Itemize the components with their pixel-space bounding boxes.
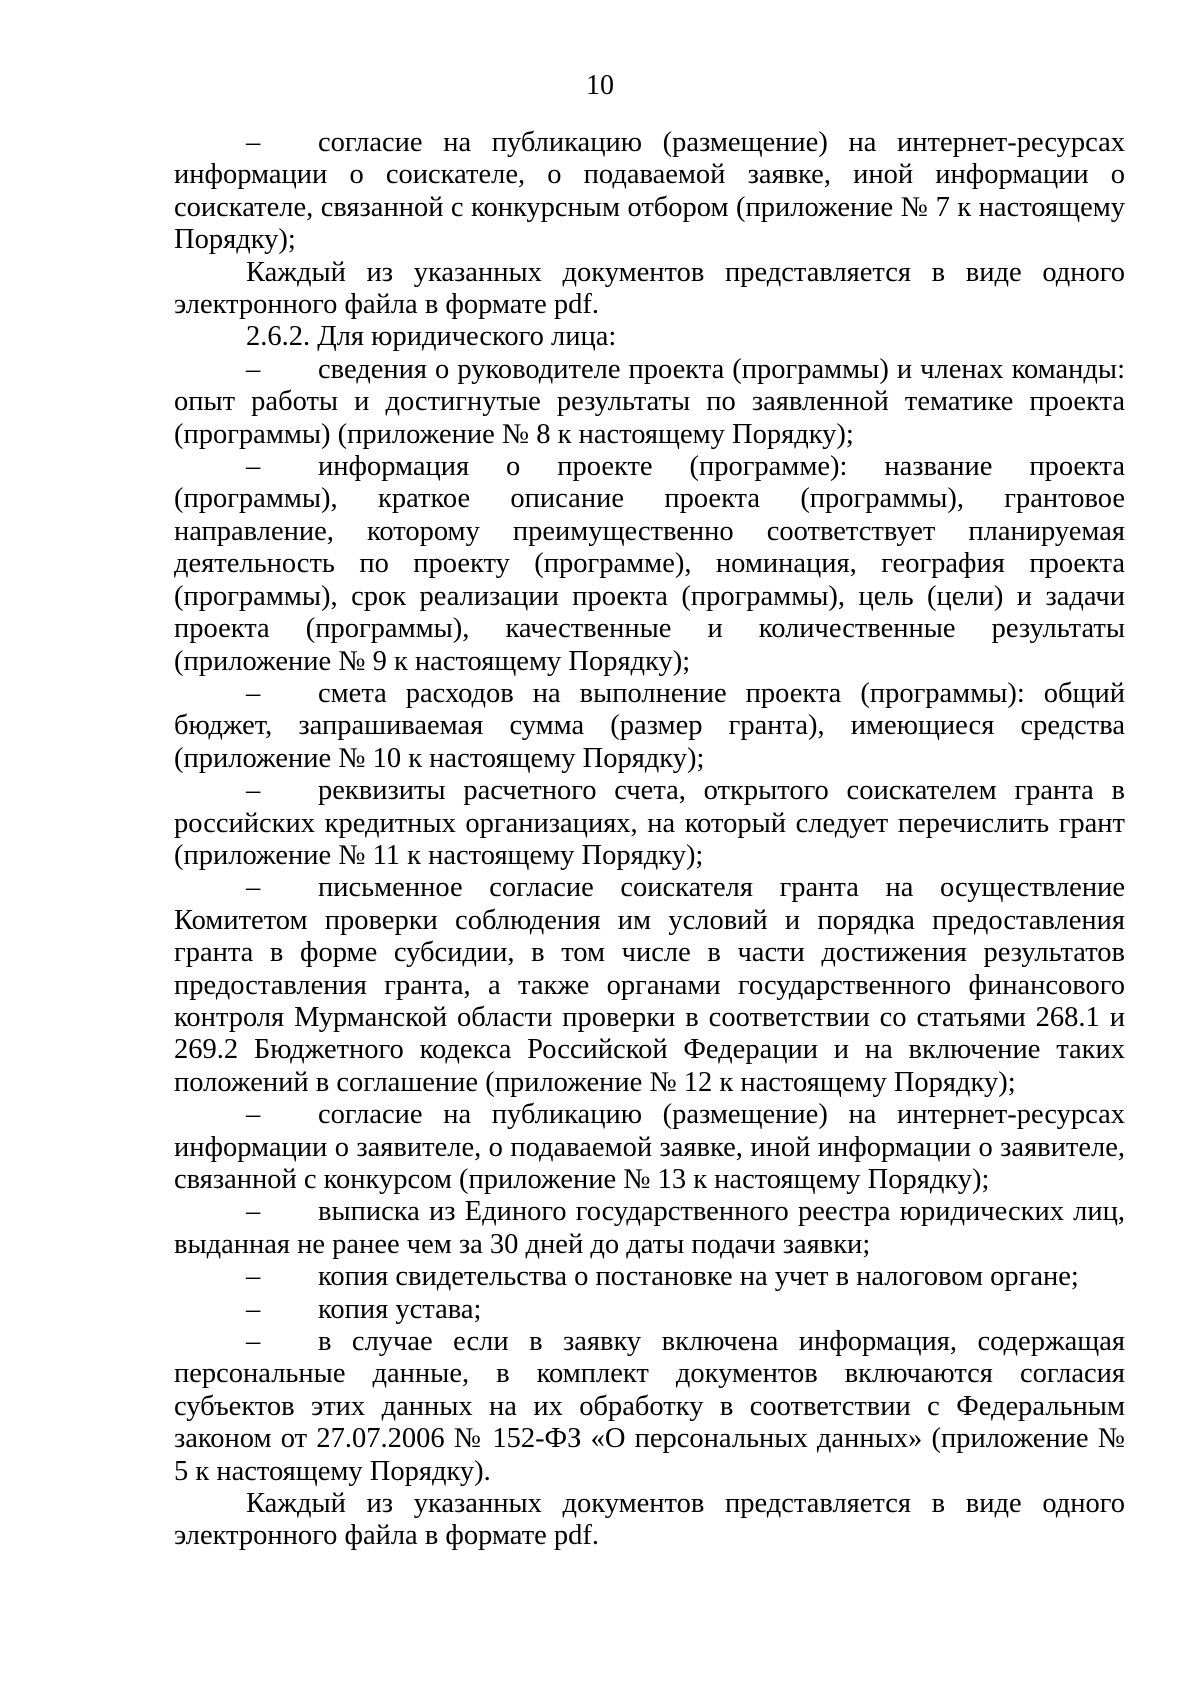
list-item: [174, 451, 1125, 678]
paragraph-text: письменное согласие соискателя гранта на осуществление Комитетом проверки соблюдения им условий и порядка предоставления гранта в форме субсидии, в том числе в части достижения результатов предоставления гранта, а также органами государственного финансового контроля Мурманской области проверки в соответствии со статьями 268.1 и 269.2 Бюджетного кодекса Российской Федерации и на включение таких положений в соглашение (приложение № 12 к настоящему Порядку);: [174, 872, 1125, 1098]
paragraph-text: Каждый из указанных документов представляется в виде одного электронного файла в формате pdf.: [174, 256, 1125, 321]
list-item: [174, 872, 1125, 1099]
list-item: [174, 354, 1125, 451]
list-dash: –: [246, 127, 261, 158]
paragraph-text: согласие на публикацию (размещение) на интернет-ресурсах информации о заявителе, о подаваемой заявке, иной информации о заявителе, связанной с конкурсом (приложение № 13 к настоящему Порядку);: [174, 1099, 1125, 1195]
list-item: [174, 1196, 1125, 1261]
list-dash: –: [246, 1326, 261, 1358]
list-item: [174, 1261, 1125, 1293]
paragraph: [174, 1488, 1125, 1553]
document-body: [174, 127, 1125, 1553]
list-dash: –: [246, 1293, 261, 1325]
list-item: [174, 1294, 1125, 1326]
list-item: [174, 127, 1125, 257]
paragraph-text: 2.6.2. Для юридического лица:: [246, 321, 617, 353]
list-dash: –: [246, 1261, 261, 1293]
list-item: [174, 775, 1125, 872]
list-dash: –: [246, 677, 261, 709]
list-item: [174, 678, 1125, 775]
paragraph-text: выписка из Единого государственного реестра юридических лиц, выданная не ранее чем за 30 дней до даты подачи заявки;: [174, 1196, 1125, 1260]
paragraph: [174, 257, 1125, 322]
list-dash: –: [246, 872, 261, 904]
list-dash: –: [246, 353, 261, 385]
list-dash: –: [246, 1196, 261, 1228]
paragraph-text: смета расходов на выполнение проекта (программы): общий бюджет, запрашиваемая сумма (размер гранта), имеющиеся средства (приложение № 10 к настоящему Порядку);: [174, 677, 1125, 774]
list-dash: –: [246, 451, 261, 483]
list-item: [174, 1326, 1125, 1488]
list-item: [174, 1099, 1125, 1196]
paragraph-text: информация о проекте (программе): название проекта (программы), краткое описание проекта (программы), грантовое направление, которому преимущественно соответствует планируемая деятельность по проекту (программе), номинация, география проекта (программы), срок реализации проекта (программы), цель (цели) и задачи проекта (программы), качественные и количественные результаты (приложение № 9 к настоящему Порядку);: [174, 451, 1125, 677]
list-dash: –: [246, 1099, 261, 1131]
paragraph-text: Каждый из указанных документов представляется в виде одного электронного файла в формате pdf.: [174, 1488, 1125, 1552]
page-number: 10: [586, 70, 614, 101]
paragraph-text: сведения о руководителе проекта (программы) и членах команды: опыт работы и достигнутые результаты по заявленной тематике проекта (программы) (приложение № 8 к настоящему Порядку);: [174, 353, 1125, 450]
section-heading: [174, 321, 1125, 353]
paragraph-text: копия устава;: [318, 1293, 482, 1325]
paragraph-text: в случае если в заявку включена информация, содержащая персональные данные, в комплект документов включаются согласия субъектов этих данных на их обработку в соответствии с Федеральным законом от 27.07.2006 № 152-ФЗ «О персональных данных» (приложение № 5 к настоящему Порядку).: [174, 1326, 1125, 1487]
paragraph-text: согласие на публикацию (размещение) на интернет-ресурсах информации о соискателе, о подаваемой заявке, иной информации о соискателе, связанной с конкурсным отбором (приложение № 7 к настоящему Порядку);: [174, 127, 1125, 256]
paragraph-text: реквизиты расчетного счета, открытого соискателем гранта в российских кредитных организациях, на который следует перечислить грант (приложение № 11 к настоящему Порядку);: [174, 775, 1125, 871]
list-dash: –: [246, 775, 261, 807]
paragraph-text: копия свидетельства о постановке на учет в налоговом органе;: [318, 1261, 1079, 1293]
